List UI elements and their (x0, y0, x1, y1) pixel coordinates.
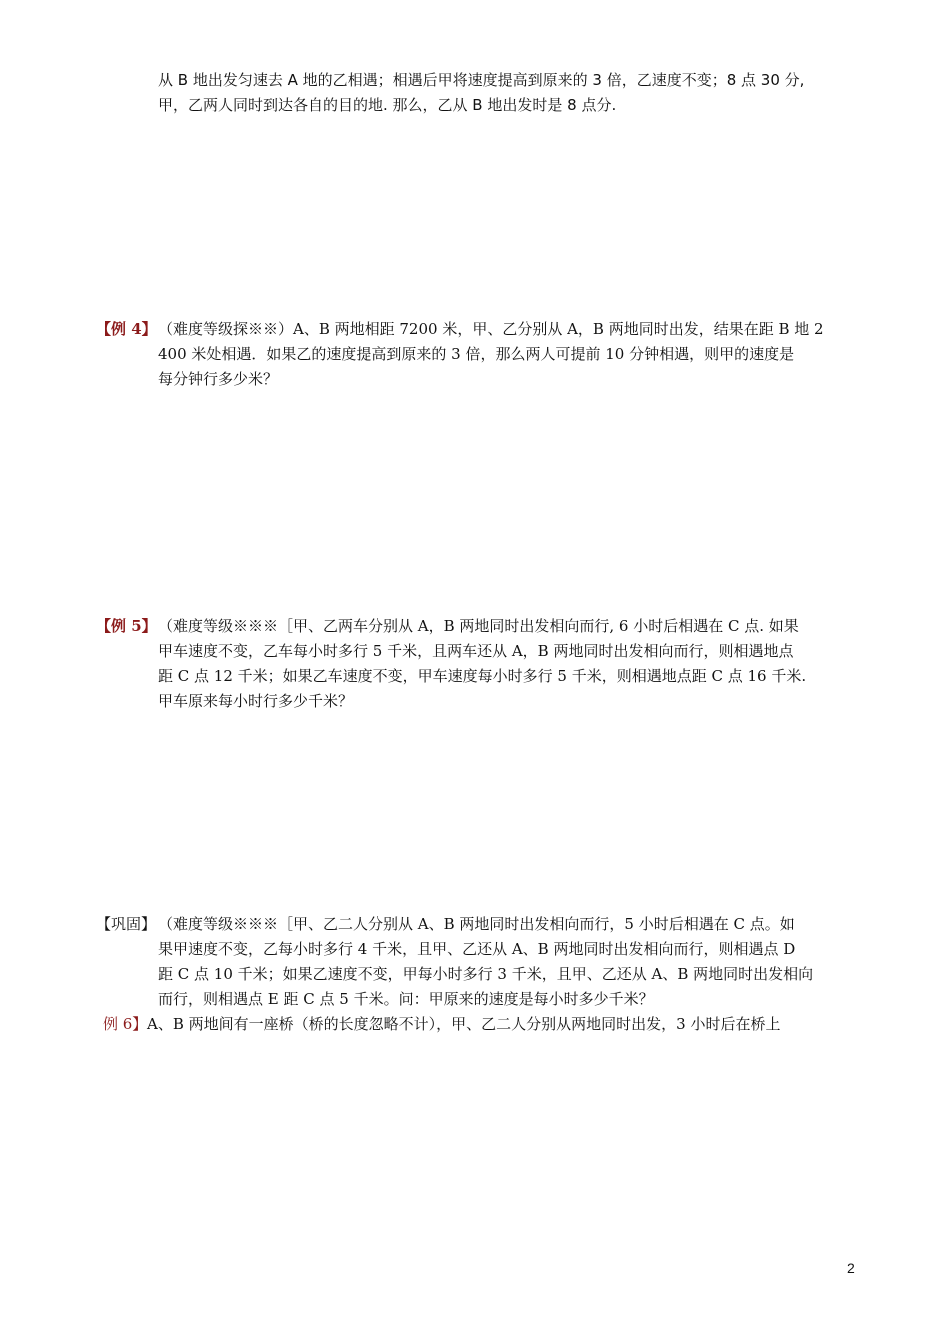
example-4-line-3: 每分钟行多少米？ (158, 370, 279, 388)
example-5-line-2: 甲车速度不变，乙车每小时多行 5 千米，且两车还从 A，B 两地同时出发相向而行，则相遇地点 (158, 642, 794, 660)
example-4-line-2: 400 米处相遇．如果乙的速度提高到原来的 3 倍，那么两人可提前 10 分钟相遇，则甲的速度是 (158, 345, 795, 363)
consolidate-line-2: 果甲速度不变，乙每小时多行 4 千米，且甲、乙还从 A、B 两地同时出发相向而行，则相遇点 D (158, 940, 796, 958)
intro-line-1: 从 B 地出发匀速去 A 地的乙相遇；相遇后甲将速度提高到原来的 3 倍，乙速度不变；8 点 30 分, (158, 71, 805, 89)
example-6-label: 例 6】 (103, 1015, 148, 1033)
consolidate-line-4: 而行，则相遇点 E 距 C 点 5 千米。问：甲原来的速度是每小时多少千米？ (158, 990, 654, 1008)
example-6-line-1: A、B 两地间有一座桥（桥的长度忽略不计），甲、乙二人分别从两地同时出发，3 小时后在桥上 (147, 1015, 781, 1033)
consolidate-label: 【巩固】 (96, 915, 157, 933)
intro-line-2: 甲，乙两人同时到达各自的目的地. 那么，乙从 B 地出发时是 8 点分. (158, 96, 617, 114)
example-4-line-1: （难度等级探※※）A、B 两地相距 7200 米，甲、乙分别从 A，B 两地同时出发，结果在距 B 地 2 (158, 320, 824, 338)
example-5-label: 【例 5】 (96, 617, 157, 635)
example-4-label: 【例 4】 (96, 320, 157, 338)
example-5-line-4: 甲车原来每小时行多少千米？ (158, 692, 354, 710)
consolidate-line-3: 距 C 点 10 千米；如果乙速度不变，甲每小时多行 3 千米，且甲、乙还从 A、B 两地同时出发相向 (158, 965, 814, 983)
consolidate-line-1: （难度等级※※※［甲、乙二人分别从 A、B 两地同时出发相向而行，5 小时后相遇在 C 点。如 (158, 915, 795, 933)
example-5-line-1: （难度等级※※※［甲、乙两车分别从 A，B 两地同时出发相向而行, 6 小时后相遇在 C 点. 如果 (158, 617, 799, 635)
example-5-line-3: 距 C 点 12 千米；如果乙车速度不变，甲车速度每小时多行 5 千米，则相遇地点距 C 点 16 千米. (158, 667, 807, 685)
page-number: 2 (847, 1260, 855, 1276)
